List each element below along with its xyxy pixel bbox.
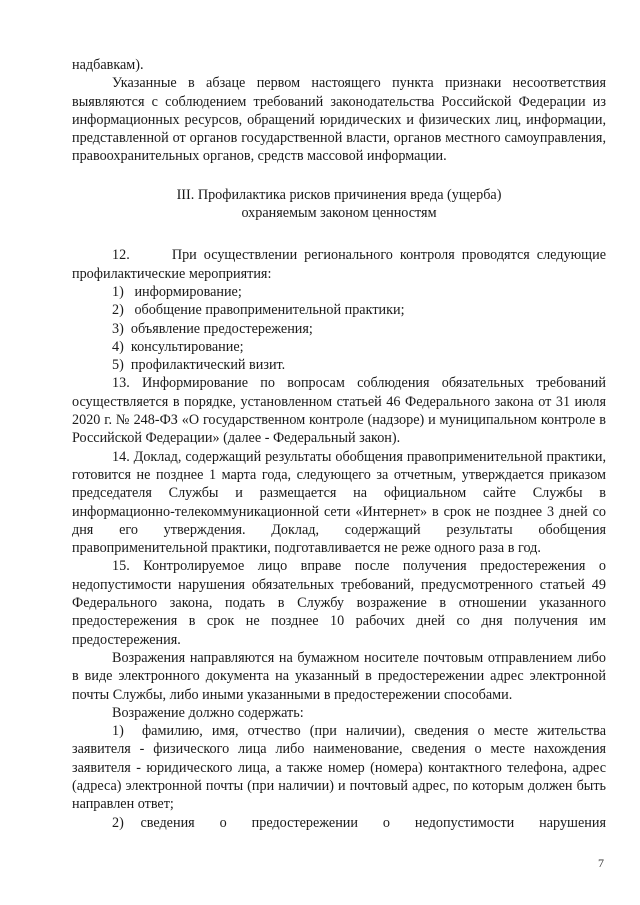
list-item: 5) профилактический визит. [112, 357, 286, 374]
paragraph-must-contain: Возражение должно содержать: [112, 704, 304, 721]
item-2: 2) сведения о предостережении о недопустимости нарушения [112, 814, 606, 831]
paragraph-signs: Указанные в абзаце первом настоящего пункта признаки несоответствия выявляются с соблюдением требований законодательства Российской Федерации из информационных ресурсов, обращений юридических и физических лиц, информации, представленной от органов государственной власти, органов местного самоуправления, правоохранительных органов, средств массовой информации. [72, 75, 606, 165]
list-item: 2) обобщение правоприменительной практики; [112, 302, 405, 319]
paragraph-objections: Возражения направляются на бумажном носителе почтовым отправлением либо в виде электронного документа на указанный в предостережении адрес электронной почты Службы, либо иными указанными в предостережении способами. [72, 649, 606, 703]
item-1: 1) фамилию, имя, отчество (при наличии), сведения о месте жительства заявителя - физического лица либо наименование, сведения о месте нахождения заявителя - юридического лица, а также номер (номера) контактного телефона, адрес (адреса) электронной почты (при наличии) и почтовый адрес, по которым должен быть направлен ответ; [72, 723, 606, 813]
list-item: 4) консультирование; [112, 338, 244, 355]
top-fragment: надбавкам). [72, 57, 144, 73]
paragraph-14: 14. Доклад, содержащий результаты обобщения правоприменительной практики, готовится не позднее 1 марта года, следующего за отчетным, утверждается приказом председателя Службы и размещается на официальном сайте Службы в информационно-телекоммуникационной сети «Интернет» в срок не позднее 3 дней со дня его утверждения. Доклад, содержащий результаты обобщения правоприменительной практики, подготавливается не реже одного раза в год. [72, 448, 606, 557]
paragraph-15: 15. Контролируемое лицо вправе после получения предостережения о недопустимости нарушения обязательных требований, предусмотренного статьей 49 Федерального закона, подать в Службу возражение в отношении указанного предостережения в срок не позднее 10 рабочих дней со дня получения им предостережения. [72, 558, 606, 648]
section-title-line-1: III. Профилактика рисков причинения вреда (ущерба) [176, 186, 502, 203]
paragraph-13: 13. Информирование по вопросам соблюдения обязательных требований осуществляется в порядке, установленном статьей 46 Федерального закона от 31 июля 2020 г. № 248-ФЗ «О государственном контроле (надзоре) и муниципальном контроле в Российской Федерации» (далее - Федеральный закон). [72, 375, 606, 447]
section-title-line-2: охраняемым законом ценностям [241, 205, 437, 222]
paragraph-12: 12. При осуществлении регионального контроля проводятся следующие профилактические мероприятия: [72, 247, 606, 282]
list-item: 3) объявление предостережения; [112, 320, 313, 337]
page-number: 7 [598, 856, 604, 870]
document-page [72, 56, 606, 832]
list-item: 1) информирование; [112, 283, 242, 300]
section-title [72, 186, 606, 223]
list-preventive-measures [72, 283, 606, 374]
